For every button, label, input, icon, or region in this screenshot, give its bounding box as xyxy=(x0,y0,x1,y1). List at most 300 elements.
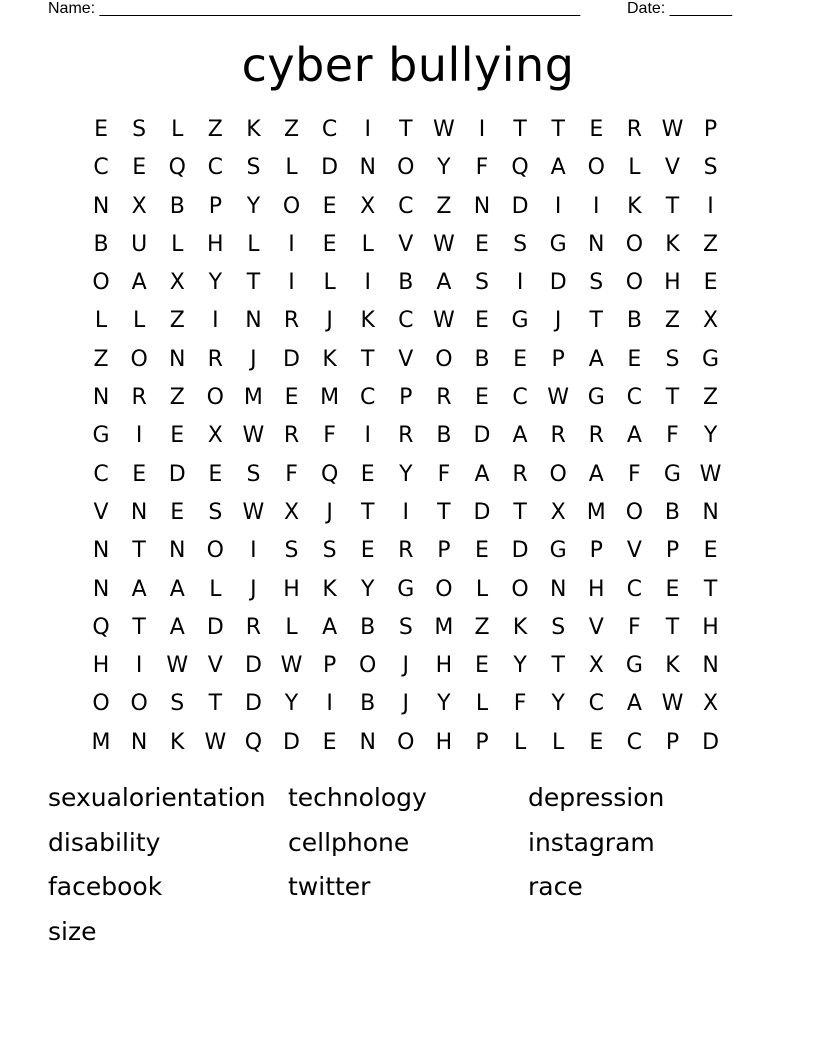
grid-letter: C xyxy=(398,308,414,334)
grid-letter: H xyxy=(283,576,300,602)
grid-letter: K xyxy=(246,117,261,142)
grid-letter: E xyxy=(322,231,337,257)
grid-letter: N xyxy=(169,346,186,372)
grid-letter: E xyxy=(170,499,185,525)
name-field-label: Name: ______________________________________________________ xyxy=(48,0,581,17)
grid-letter: B xyxy=(664,499,680,525)
grid-letter: C xyxy=(398,193,414,219)
grid-letter: F xyxy=(628,614,641,640)
grid-letter: W xyxy=(661,691,684,717)
word-list-item: depression xyxy=(528,783,665,812)
grid-row xyxy=(82,571,730,609)
grid-letter: V xyxy=(207,653,223,679)
grid-letter: W xyxy=(242,499,265,525)
grid-letter: D xyxy=(283,729,300,755)
grid-letter: D xyxy=(168,461,186,487)
grid-letter: S xyxy=(475,270,489,296)
grid-letter: S xyxy=(132,117,147,142)
grid-letter: W xyxy=(242,423,265,449)
grid-letter: P xyxy=(437,538,451,564)
grid-letter: L xyxy=(171,231,184,257)
grid-letter: B xyxy=(360,691,376,717)
letter-grid xyxy=(82,111,730,762)
grid-letter: I xyxy=(593,193,600,219)
grid-letter: F xyxy=(323,423,336,449)
grid-letter: N xyxy=(702,653,719,679)
grid-letter: O xyxy=(206,385,224,411)
grid-letter: T xyxy=(551,117,565,142)
grid-letter: A xyxy=(588,346,604,372)
grid-letter: Y xyxy=(360,576,375,602)
word-list-item: technology xyxy=(288,783,427,812)
grid-letter: W xyxy=(433,231,455,257)
grid-letter: E xyxy=(665,576,680,602)
grid-letter: A xyxy=(550,155,566,181)
grid-letter: Z xyxy=(283,117,300,142)
grid-letter: Z xyxy=(703,231,719,257)
grid-letter: T xyxy=(360,499,375,525)
grid-letter: D xyxy=(321,155,339,181)
grid-letter: O xyxy=(549,461,567,487)
grid-letter: A xyxy=(626,423,642,449)
grid-letter: R xyxy=(550,423,566,449)
grid-letter: N xyxy=(130,499,148,525)
grid-letter: Z xyxy=(93,346,109,372)
grid-letter: H xyxy=(92,653,110,679)
grid-letter: E xyxy=(589,117,604,142)
grid-letter: X xyxy=(550,499,566,525)
grid-letter: A xyxy=(169,576,185,602)
grid-letter: R xyxy=(207,346,223,372)
grid-letter: O xyxy=(282,193,301,219)
grid-letter: E xyxy=(322,729,337,755)
grid-letter: E xyxy=(703,270,718,296)
grid-letter: E xyxy=(703,538,718,564)
grid-letter: G xyxy=(397,576,415,602)
grid-letter: K xyxy=(322,576,337,602)
grid-letter: Z xyxy=(169,308,185,334)
grid-letter: E xyxy=(513,346,528,372)
grid-letter: Z xyxy=(436,193,452,219)
grid-letter: A xyxy=(131,576,147,602)
grid-letter: N xyxy=(169,538,186,564)
grid-letter: J xyxy=(250,346,257,372)
grid-letter: A xyxy=(474,461,490,487)
grid-letter: E xyxy=(322,193,337,219)
grid-letter: C xyxy=(626,729,643,755)
grid-letter: P xyxy=(665,538,680,564)
grid-letter: W xyxy=(204,729,227,755)
grid-letter: I xyxy=(364,117,371,142)
grid-letter: R xyxy=(512,461,528,487)
grid-letter: W xyxy=(280,653,303,679)
grid-letter: T xyxy=(132,614,146,640)
grid-letter: L xyxy=(209,576,222,602)
grid-letter: A xyxy=(169,614,185,640)
grid-letter: B xyxy=(360,614,376,640)
grid-letter: C xyxy=(93,155,109,181)
grid-letter: V xyxy=(93,499,109,525)
grid-letter: O xyxy=(359,653,377,679)
grid-letter: E xyxy=(208,461,223,487)
grid-letter: C xyxy=(93,461,109,487)
grid-letter: P xyxy=(665,729,680,755)
grid-letter: S xyxy=(322,538,337,564)
grid-letter: I xyxy=(402,499,410,525)
grid-letter: I xyxy=(364,270,371,296)
grid-letter: E xyxy=(589,729,604,755)
grid-letter: H xyxy=(435,729,453,755)
grid-letter: F xyxy=(666,423,679,449)
grid-letter: S xyxy=(589,270,604,296)
grid-letter: Q xyxy=(244,729,263,755)
grid-letter: I xyxy=(135,653,143,679)
grid-letter: D xyxy=(283,346,300,372)
grid-row xyxy=(82,341,730,379)
grid-row xyxy=(82,264,730,302)
grid-letter: T xyxy=(437,499,451,525)
grid-letter: T xyxy=(246,270,261,296)
word-list-item: facebook xyxy=(48,872,163,901)
grid-letter: Q xyxy=(511,155,529,181)
grid-letter: Z xyxy=(664,308,680,334)
grid-letter: I xyxy=(364,423,371,449)
grid-letter: O xyxy=(587,155,605,181)
grid-letter: T xyxy=(399,117,413,142)
grid-letter: Y xyxy=(437,691,451,717)
grid-letter: L xyxy=(628,155,641,181)
grid-letter: E xyxy=(475,538,489,564)
grid-letter: K xyxy=(360,308,375,334)
grid-letter: G xyxy=(702,346,720,372)
grid-letter: G xyxy=(663,461,681,487)
grid-letter: I xyxy=(288,270,295,296)
grid-letter: C xyxy=(512,385,528,411)
grid-letter: I xyxy=(516,270,524,296)
grid-letter: F xyxy=(475,155,489,181)
grid-letter: W xyxy=(166,653,189,679)
grid-letter: S xyxy=(551,614,566,640)
grid-letter: K xyxy=(512,614,528,640)
grid-letter: I xyxy=(478,117,486,142)
grid-letter: N xyxy=(245,308,262,334)
grid-letter: L xyxy=(552,729,565,755)
grid-letter: T xyxy=(589,308,603,334)
grid-letter: J xyxy=(250,576,257,602)
word-list-item: instagram xyxy=(528,827,655,857)
grid-letter: D xyxy=(511,538,529,564)
grid-letter: D xyxy=(473,499,491,525)
grid-row xyxy=(82,417,730,455)
grid-letter: N xyxy=(92,385,110,411)
grid-letter: K xyxy=(665,231,680,257)
grid-letter: V xyxy=(626,538,642,564)
word-list-item: disability xyxy=(48,827,161,857)
grid-letter: K xyxy=(627,193,642,219)
grid-letter: N xyxy=(92,193,110,219)
grid-letter: S xyxy=(513,231,528,257)
grid-letter: X xyxy=(131,193,147,219)
grid-letter: O xyxy=(625,270,644,296)
grid-letter: K xyxy=(665,653,680,679)
grid-letter: P xyxy=(322,653,337,679)
grid-letter: H xyxy=(207,231,224,257)
grid-letter: E xyxy=(475,385,489,411)
grid-letter: I xyxy=(250,538,257,564)
grid-letter: S xyxy=(398,614,413,640)
grid-letter: N xyxy=(92,538,110,564)
grid-letter: Z xyxy=(474,614,490,640)
grid-letter: B xyxy=(398,270,414,296)
grid-letter: O xyxy=(435,346,453,372)
grid-letter: E xyxy=(132,461,147,487)
grid-letter: I xyxy=(554,193,562,219)
grid-letter: T xyxy=(665,193,680,219)
grid-letter: E xyxy=(284,385,299,411)
grid-letter: H xyxy=(435,653,453,679)
grid-letter: S xyxy=(208,499,223,525)
grid-letter: R xyxy=(283,423,300,449)
grid-letter: P xyxy=(703,117,718,142)
grid-letter: E xyxy=(475,653,489,679)
grid-letter: R xyxy=(131,385,147,411)
grid-letter: B xyxy=(436,423,452,449)
grid-letter: N xyxy=(359,155,376,181)
word-list-item: sexualorientation xyxy=(48,783,266,812)
grid-row xyxy=(82,456,730,494)
grid-letter: T xyxy=(703,576,718,602)
grid-letter: M xyxy=(243,385,263,411)
grid-letter: L xyxy=(247,231,260,257)
grid-row xyxy=(82,226,730,264)
grid-row xyxy=(82,724,730,762)
grid-letter: G xyxy=(511,308,529,334)
grid-letter: A xyxy=(131,270,147,296)
grid-letter: X xyxy=(703,308,719,334)
grid-letter: D xyxy=(473,423,491,449)
grid-letter: I xyxy=(135,423,143,449)
grid-letter: S xyxy=(170,691,185,717)
grid-letter: B xyxy=(93,231,109,257)
grid-letter: Y xyxy=(284,691,299,717)
grid-letter: M xyxy=(434,614,454,640)
grid-letter: X xyxy=(169,270,185,296)
grid-letter: J xyxy=(402,691,410,717)
grid-letter: R xyxy=(588,423,604,449)
grid-letter: E xyxy=(360,538,375,564)
grid-letter: T xyxy=(513,117,527,142)
grid-letter: Q xyxy=(92,614,110,640)
grid-letter: M xyxy=(586,499,606,525)
grid-letter: G xyxy=(549,231,567,257)
grid-letter: S xyxy=(665,346,680,372)
grid-letter: Z xyxy=(169,385,185,411)
grid-letter: R xyxy=(436,385,452,411)
grid-letter: W xyxy=(699,461,722,487)
grid-letter: D xyxy=(206,614,224,640)
grid-letter: A xyxy=(512,423,528,449)
grid-letter: J xyxy=(402,653,410,679)
grid-letter: V xyxy=(398,346,414,372)
grid-letter: N xyxy=(130,729,148,755)
grid-row xyxy=(82,532,730,570)
grid-letter: X xyxy=(360,193,376,219)
grid-letter: R xyxy=(626,117,642,142)
grid-letter: N xyxy=(92,576,110,602)
grid-letter: P xyxy=(399,385,413,411)
grid-letter: Y xyxy=(208,270,223,296)
grid-letter: A xyxy=(436,270,452,296)
grid-letter: O xyxy=(511,576,529,602)
grid-letter: B xyxy=(626,308,642,334)
grid-letter: R xyxy=(398,538,414,564)
grid-letter: R xyxy=(283,308,300,334)
grid-letter: L xyxy=(475,576,489,602)
grid-letter: Y xyxy=(513,653,527,679)
grid-letter: E xyxy=(475,231,489,257)
grid-letter: Y xyxy=(399,461,413,487)
grid-letter: L xyxy=(285,155,298,181)
grid-letter: D xyxy=(549,270,567,296)
grid-letter: W xyxy=(547,385,570,411)
grid-letter: T xyxy=(665,385,680,411)
grid-letter: J xyxy=(326,308,333,334)
grid-letter: L xyxy=(513,729,527,755)
grid-letter: T xyxy=(208,691,223,717)
grid-letter: Z xyxy=(207,117,223,142)
grid-letter: O xyxy=(130,691,148,717)
grid-letter: T xyxy=(513,499,527,525)
word-list-item: race xyxy=(528,872,583,901)
grid-letter: G xyxy=(625,653,643,679)
grid-letter: T xyxy=(551,653,565,679)
grid-letter: K xyxy=(322,346,337,372)
grid-row xyxy=(82,647,730,685)
grid-letter: S xyxy=(703,155,718,181)
grid-letter: L xyxy=(94,308,108,334)
grid-row xyxy=(82,149,730,187)
grid-letter: T xyxy=(360,346,375,372)
grid-letter: I xyxy=(707,193,714,219)
grid-letter: C xyxy=(588,691,604,717)
grid-letter: E xyxy=(475,308,489,334)
grid-letter: E xyxy=(627,346,642,372)
grid-letter: K xyxy=(170,729,185,755)
grid-letter: N xyxy=(359,729,376,755)
grid-letter: Y xyxy=(551,691,565,717)
grid-letter: Q xyxy=(320,461,339,487)
grid-letter: D xyxy=(244,653,262,679)
grid-letter: P xyxy=(208,193,222,219)
grid-row xyxy=(82,685,730,723)
grid-row xyxy=(82,302,730,340)
grid-letter: H xyxy=(587,576,605,602)
grid-letter: W xyxy=(433,308,455,334)
grid-letter: D xyxy=(702,729,720,755)
word-list xyxy=(48,778,768,956)
grid-letter: C xyxy=(626,576,643,602)
grid-letter: E xyxy=(94,117,108,142)
page-title: cyber bullying xyxy=(241,38,575,92)
grid-letter: O xyxy=(130,346,148,372)
grid-letter: L xyxy=(133,308,146,334)
grid-letter: J xyxy=(554,308,562,334)
grid-letter: L xyxy=(285,614,298,640)
grid-letter: D xyxy=(244,691,262,717)
grid-letter: F xyxy=(513,691,527,717)
grid-letter: F xyxy=(285,461,298,487)
grid-letter: U xyxy=(131,231,148,257)
grid-letter: G xyxy=(587,385,605,411)
grid-letter: A xyxy=(626,691,642,717)
grid-letter: W xyxy=(433,117,455,142)
grid-letter: X xyxy=(207,423,223,449)
grid-row xyxy=(82,494,730,532)
grid-letter: C xyxy=(626,385,643,411)
grid-letter: Y xyxy=(246,193,261,219)
grid-letter: B xyxy=(474,346,490,372)
grid-row xyxy=(82,188,730,226)
grid-letter: S xyxy=(246,461,261,487)
grid-letter: O xyxy=(92,270,110,296)
grid-letter: Y xyxy=(703,423,718,449)
grid-letter: Z xyxy=(703,385,719,411)
grid-letter: L xyxy=(323,270,336,296)
grid-letter: I xyxy=(326,691,333,717)
grid-letter: X xyxy=(588,653,604,679)
grid-letter: O xyxy=(435,576,453,602)
grid-letter: O xyxy=(397,155,415,181)
grid-letter: B xyxy=(169,193,185,219)
grid-letter: X xyxy=(283,499,300,525)
grid-letter: H xyxy=(702,614,719,640)
grid-letter: C xyxy=(321,117,338,142)
grid-letter: V xyxy=(398,231,414,257)
grid-row xyxy=(82,379,730,417)
grid-letter: J xyxy=(326,499,333,525)
word-list-item: cellphone xyxy=(288,827,410,857)
grid-letter: N xyxy=(702,499,719,525)
grid-letter: O xyxy=(92,691,110,717)
grid-letter: E xyxy=(132,155,147,181)
grid-letter: O xyxy=(206,538,224,564)
grid-letter: F xyxy=(437,461,451,487)
grid-letter: A xyxy=(322,614,338,640)
grid-letter: N xyxy=(473,193,491,219)
grid-letter: P xyxy=(475,729,489,755)
grid-letter: S xyxy=(284,538,299,564)
grid-letter: O xyxy=(397,729,415,755)
grid-letter: G xyxy=(549,538,567,564)
grid-letter: P xyxy=(589,538,603,564)
grid-row xyxy=(82,111,730,149)
grid-letter: I xyxy=(288,231,295,257)
word-list-item: twitter xyxy=(288,872,371,901)
grid-letter: Y xyxy=(437,155,451,181)
grid-letter: V xyxy=(664,155,680,181)
grid-letter: D xyxy=(511,193,529,219)
grid-letter: R xyxy=(245,614,262,640)
grid-letter: E xyxy=(360,461,375,487)
grid-letter: I xyxy=(212,308,219,334)
grid-letter: N xyxy=(588,231,605,257)
grid-letter: C xyxy=(207,155,224,181)
grid-letter: H xyxy=(664,270,681,296)
grid-letter: T xyxy=(132,538,146,564)
grid-letter: E xyxy=(170,423,185,449)
grid-letter: C xyxy=(360,385,376,411)
grid-letter: Q xyxy=(168,155,186,181)
